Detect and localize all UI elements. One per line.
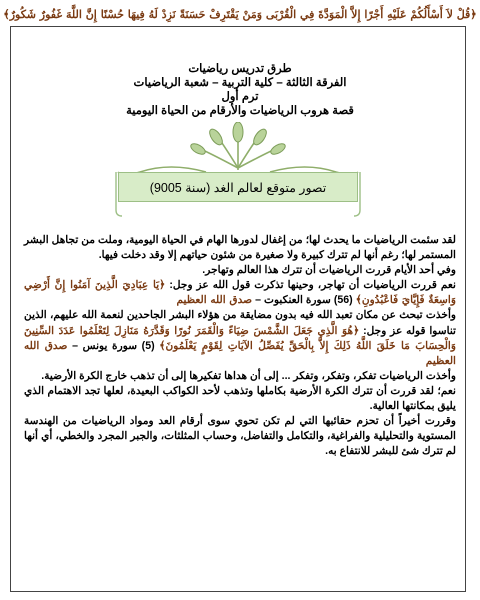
sadaqa-text: صدق الله العظيم bbox=[24, 339, 456, 367]
paragraph: وأخذت تبحث عن مكان تعبد الله فيه بدون مضايقة من هؤلاء البشر الجاحدين لنعمة الله عليهم، الذين تناسوا قوله عز وجل: ﴿هُوَ الَّذِي جَعَلَ الشَّمْسَ ضِيَاءً وَالْقَمَرَ نُورًا وَقَدَّرَهُ مَنَازِلَ لِتَعْلَمُوا عَدَدَ السِّنِينَ وَالْحِسَابَ مَا خَلَقَ اللَّهُ ذَلِكَ إِلاَّ بِالْحَقِّ يُفَصِّلُ الآيَاتِ لِقَوْمٍ يَعْلَمُونَ﴾ (5) سورة يونس – صدق الله العظيم bbox=[24, 309, 457, 367]
story-title: قصة هروب الرياضيات والأرقام من الحياة اليومية bbox=[126, 105, 354, 117]
quran-verse: ﴿يَا عِبَادِيَ الَّذِينَ آمَنُوا إِنَّ أَرْضِي وَاسِعَةٌ فَإِيَّايَ فَاعْبُدُونِ﴾ bbox=[24, 279, 456, 307]
top-verse-banner bbox=[3, 3, 477, 25]
course-department: الفرقة الثالثة – كلية التربية – شعبة الرياضيات bbox=[133, 77, 347, 89]
document-header bbox=[60, 62, 420, 118]
quran-verse: ﴿هُوَ الَّذِي جَعَلَ الشَّمْسَ ضِيَاءً وَالْقَمَرَ نُورًا وَقَدَّرَهُ مَنَازِلَ لِتَعْلَمُوا عَدَدَ السِّنِينَ وَالْحِسَابَ مَا خَلَقَ اللَّهُ ذَلِكَ إِلاَّ بِالْحَقِّ يُفَصِّلُ الآيَاتِ لِقَوْمٍ يَعْلَمُونَ﴾ bbox=[24, 324, 456, 352]
sadaqa-text: صدق الله العظيم bbox=[176, 294, 253, 307]
paragraph: وأخذت الرياضيات تفكر، وتفكر، وتفكر ... إلى أن هداها تفكيرها إلى أن تذهب خارج الكرة الأرضية. bbox=[41, 369, 456, 382]
paragraph: وقررت أخيراً أن تحزم حقائبها التي لم تكن تحوي سوى أرقام العد ومواد الرياضيات من الهندسة المستوية والتحليلية والفراغية، والتكامل والتفاضل، وحساب المثلثات، والجبر المجرد والخطي، أي أنها لم تترك شئ للبشر للانتفاع به. bbox=[24, 415, 456, 458]
paragraph: نعم قررت الرياضيات أن تهاجر، وحينها تذكرت قول الله عز وجل: ﴿يَا عِبَادِيَ الَّذِينَ آمَنُوا إِنَّ أَرْضِي وَاسِعَةٌ فَإِيَّايَ فَاعْبُدُونِ﴾ (56) سورة العنكبوت – صدق الله العظيم bbox=[24, 279, 456, 307]
future-vision-banner: تصور متوقع لعالم الغد (سنة 9005) bbox=[118, 172, 358, 202]
paragraph: وفي أحد الأيام قررت الرياضيات أن تترك هذا العالم وتهاجر. bbox=[202, 264, 456, 277]
paragraph: نعم؛ لقد قررت أن تترك الكرة الأرضية بكاملها وتذهب لأحد الكواكب البعيدة، لعلها تجد الاهتمام الذي يليق بمكانتها العالية. bbox=[24, 384, 456, 413]
paragraph: لقد سئمت الرياضيات ما يحدث لها؛ من إغفال لدورها الهام في الحياة اليومية، وملت من تجاهل البشر المستمر لها؛ رغم أنها لم تترك كبيرة ولا صغيرة من شئون حياتهم إلا وقد دخلت فيها. bbox=[24, 234, 456, 262]
course-term: ترم أول bbox=[221, 91, 259, 103]
story-body bbox=[24, 233, 456, 459]
course-title: طرق تدريس رياضيات bbox=[188, 63, 292, 75]
top-verse-text: ﴿قُلْ لاَ أَسْأَلُكُمْ عَلَيْهِ أَجْرًا إِلاَّ الْمَوَدَّةَ فِي الْقُرْبَى وَمَنْ يَقْتَرِفْ حَسَنَةً نَزِدْ لَهُ فِيهَا حُسْنًا إِنَّ اللَّهَ غَفُورٌ شَكُورٌ﴾ bbox=[3, 7, 477, 21]
